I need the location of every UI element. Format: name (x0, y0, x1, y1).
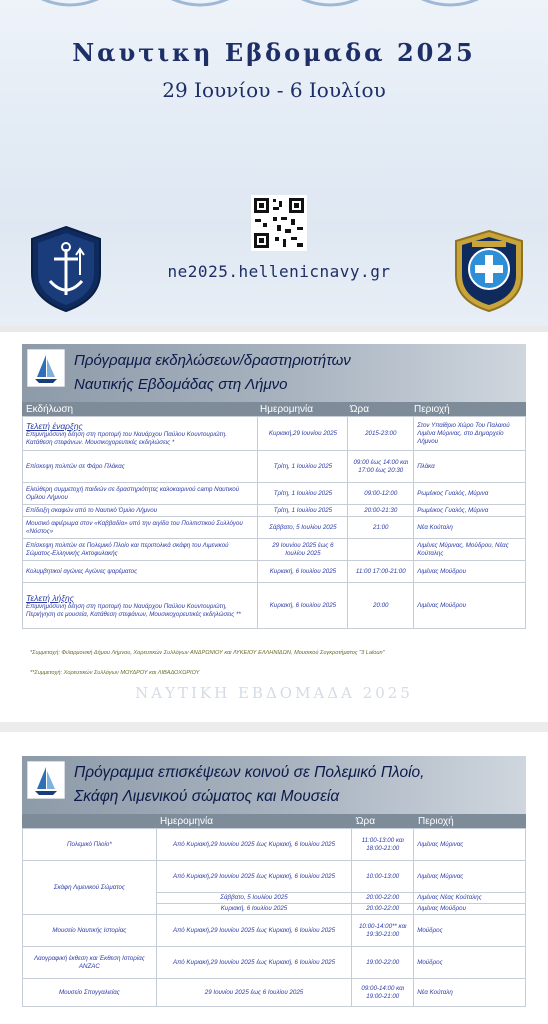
place-cell: Ρωμέικος Γυαλός, Μύρινα (414, 505, 526, 517)
events-table (22, 416, 526, 629)
table-row (23, 517, 526, 539)
time-cell: 19:00-22:00 (352, 947, 414, 979)
visits-table (22, 828, 526, 1007)
date-cell: Τρίτη, 1 Ιουλίου 2025 (258, 505, 348, 517)
date-cell: Κυριακή,29 Ιουνίου 2025 (258, 417, 348, 451)
table-row (23, 829, 526, 861)
event-cell: Ελεύθερη συμμετοχή παιδιών σε δραστηριότητες καλοκαιρινού camp Ναυτικού Ομίλου Λήμνου (23, 483, 258, 505)
visits-column-headers (22, 814, 526, 828)
events-column-headers (22, 402, 526, 416)
site-cell: Πολεμικό Πλοίο* (23, 829, 157, 861)
date-cell: Κυριακή, 6 Ιουλίου 2025 (258, 561, 348, 583)
event-title: Τελετή λήξης (26, 592, 74, 603)
time-cell: 20:00-22:00 (352, 893, 414, 904)
date-cell: Από Κυριακή,29 Ιουνίου 2025 έως Κυριακή, 6 Ιουλίου 2025 (156, 861, 352, 893)
time-cell: 09:00-12:00 (348, 483, 414, 505)
visits-panel-header (22, 756, 526, 814)
time-cell (348, 539, 414, 561)
col-header-place: Περιοχή (414, 403, 450, 415)
place-cell: Πλάκα (414, 451, 526, 483)
navy-club-logo (27, 761, 65, 799)
wave-decoration (0, 0, 548, 14)
table-row (23, 979, 526, 1007)
place-cell: Λιμένας Μούδρου (414, 904, 526, 915)
date-cell: Από Κυριακή,29 Ιουνίου 2025 έως Κυριακή, 6 Ιουλίου 2025 (156, 915, 352, 947)
table-row (23, 417, 526, 451)
time-cell: 09:00 έως 14:00 και 17:00 έως 20:30 (348, 451, 414, 483)
section-divider (0, 326, 548, 332)
col-header-time: Ώρα (350, 403, 369, 415)
site-cell: Μουσείο Ναυτικής Ιστορίας (23, 915, 157, 947)
event-description: Επιμνημόσυνη δέηση στη προτομή του Ναυάρχου Παύλου Κουντουριώτη, Περιήγηση σε μουσεία, Κατάθεση στεφάνων, Μουσικοχορευτικές εκδηλώσεις ** (26, 602, 241, 618)
date-cell: Σάββατο, 5 Ιουλίου 2025 (258, 517, 348, 539)
events-panel-header (22, 344, 526, 402)
visits-title-line1: Πρόγραμμα επισκέψεων κοινού σε Πολεμικό Πλοίο, (74, 764, 425, 781)
site-cell: Μουσείο Σπογγαλιείας (23, 979, 157, 1007)
date-cell: Κυριακή, 6 Ιουλίου 2025 (258, 583, 348, 629)
event-cell: Μουσικό αφιέρωμα στον «Καββαδία» υπό την αιγίδα του Πολιτιστικού Συλλόγου «Νόστος» (23, 517, 258, 539)
place-cell: Στον Υπαίθριο Χώρο Του Παλαιού Λιμένα Μύρινας, στο Δημαρχείο Λήμνου (414, 417, 526, 451)
place-cell: Λιμένας Μούδρου (414, 561, 526, 583)
place-cell: Λιμένας Νέας Κούταλης (414, 893, 526, 904)
place-cell: Νέα Κούταλη (414, 979, 526, 1007)
time-cell: 20:00-22:00 (352, 904, 414, 915)
place-cell: Λιμένας Μούδρου (414, 583, 526, 629)
col-header-place: Περιοχή (418, 815, 454, 827)
table-row (23, 505, 526, 517)
event-cell: Επίσκεψη πολιτών σε Πολεμικό Πλοίο και περιπολικά σκάφη του Λιμενικού Σώματος-Ελληνικής Ακτοφυλακής (23, 539, 258, 561)
place-cell: Μούδρος (414, 915, 526, 947)
place-cell: Λιμένας Μύρινας (414, 861, 526, 893)
event-title: Τελετή έναρξης (26, 420, 83, 431)
date-cell: 29 Ιουνίου 2025 έως 6 Ιουλίου 2025 (156, 979, 352, 1007)
time-cell: 2015-23:00 (348, 417, 414, 451)
site-cell: Λαογραφική έκθεση και Έκθεση Ιστορίας ANZAC (23, 947, 157, 979)
time-cell: 10:00-14:00** και 19:30-21:00 (352, 915, 414, 947)
website-url[interactable]: ne2025.hellenicnavy.gr (167, 262, 391, 281)
table-row (23, 561, 526, 583)
table-row (23, 947, 526, 979)
events-schedule-panel (22, 344, 526, 716)
date-cell: Κυριακή, 6 Ιουλίου 2025 (156, 904, 352, 915)
event-cell (23, 417, 258, 451)
footnote-1: *Συμμετοχή: Φιλαρμονική Δήμου Λήμνου, Χορευτικών Συλλόγων ΑΝΔΡΩΝΙΟΥ και ΛΥΚΕΙΟΥ ΕΛΛΗΝΙΔΩΝ, Μουσικού Συγκροτήματος "3 Laloun" (30, 650, 385, 656)
navy-club-logo (27, 349, 65, 387)
place-cell: Λιμένας Μύρινας (414, 829, 526, 861)
time-cell: 11:00 17:00-21:00 (348, 561, 414, 583)
time-cell: 10:00-13:00 (352, 861, 414, 893)
event-cell: Επίσκεψη πολιτών σε Φάρο Πλάκας (23, 451, 258, 483)
col-header-event: Εκδήλωση (26, 403, 74, 415)
table-row (23, 483, 526, 505)
col-header-time: Ώρα (356, 815, 375, 827)
visits-schedule-panel (22, 756, 526, 1024)
date-cell: Σάββατο, 5 Ιουλίου 2025 (156, 893, 352, 904)
place-cell: Λιμένες Μύρινας, Μούδρου, Νέας Κούταλης (414, 539, 526, 561)
date-cell: 29 Ιουνίου 2025 έως 6 Ιουλίου 2025 (258, 539, 348, 561)
time-cell: 11:00-13:00 και 18:00-21:00 (352, 829, 414, 861)
navy-week-banner (0, 0, 548, 326)
events-title-line2: Ναυτικής Εβδομάδας στη Λήμνο (74, 376, 288, 393)
table-row (23, 915, 526, 947)
time-cell: 21:00 (348, 517, 414, 539)
event-description: Επιμνημόσυνη δέηση στη προτομή του Ναυάρχου Παύλου Κουντουριώτη. Κατάθεση στεφάνων. Μουσικοχορευτικές εκδηλώσεις * (26, 430, 227, 446)
event-cell: Κολυμβητικοί αγώνες Αγώνες ψαρέματος (23, 561, 258, 583)
footnote-2: **Συμμετοχή: Χορευτικών Συλλόγων ΜΟΥΔΡΟΥ και ΛΙΒΑΔΟΧΩΡΙΟΥ (30, 670, 200, 676)
date-cell: Τρίτη, 1 Ιουλίου 2025 (258, 483, 348, 505)
watermark-text: ΝΑΥΤΙΚΗ ΕΒΔΟΜΑΔΑ 2025 (135, 684, 413, 702)
table-row (23, 539, 526, 561)
table-row (23, 861, 526, 893)
time-cell: 20:00-21:30 (348, 505, 414, 517)
qr-code[interactable] (251, 195, 307, 251)
table-row (23, 451, 526, 483)
place-cell: Ρωμέικος Γυαλός, Μύρινα (414, 483, 526, 505)
events-title-line1: Πρόγραμμα εκδηλώσεων/δραστηριοτήτων (74, 352, 351, 369)
time-cell: 09:00-14:00 και 19:00-21:00 (352, 979, 414, 1007)
coast-guard-emblem (452, 229, 526, 313)
date-cell: Από Κυριακή,29 Ιουνίου 2025 έως Κυριακή, 6 Ιουλίου 2025 (156, 947, 352, 979)
col-header-date: Ημερομηνία (260, 403, 314, 415)
site-cell: Σκάφη Λιμενικού Σώματος (23, 861, 157, 915)
col-header-date: Ημερομηνία (160, 815, 214, 827)
banner-title: Ναυτικη Εβδομαδα 2025 (72, 38, 476, 67)
visits-title-line2: Σκάφη Λιμενικού σώματος και Μουσεία (74, 788, 340, 805)
event-cell: Επίδειξη σκαφών από το Ναυτικό Όμιλο Λήμνου (23, 505, 258, 517)
banner-dates: 29 Ιουνίου - 6 Ιουλίου (162, 78, 386, 102)
time-cell: 20:00 (348, 583, 414, 629)
place-cell: Νέα Κούταλη (414, 517, 526, 539)
date-cell: Από Κυριακή,29 Ιουνίου 2025 έως Κυριακή, 6 Ιουλίου 2025 (156, 829, 352, 861)
table-row (23, 583, 526, 629)
event-cell (23, 583, 258, 629)
place-cell: Μούδρος (414, 947, 526, 979)
section-divider (0, 722, 548, 732)
date-cell: Τρίτη, 1 Ιουλίου 2025 (258, 451, 348, 483)
